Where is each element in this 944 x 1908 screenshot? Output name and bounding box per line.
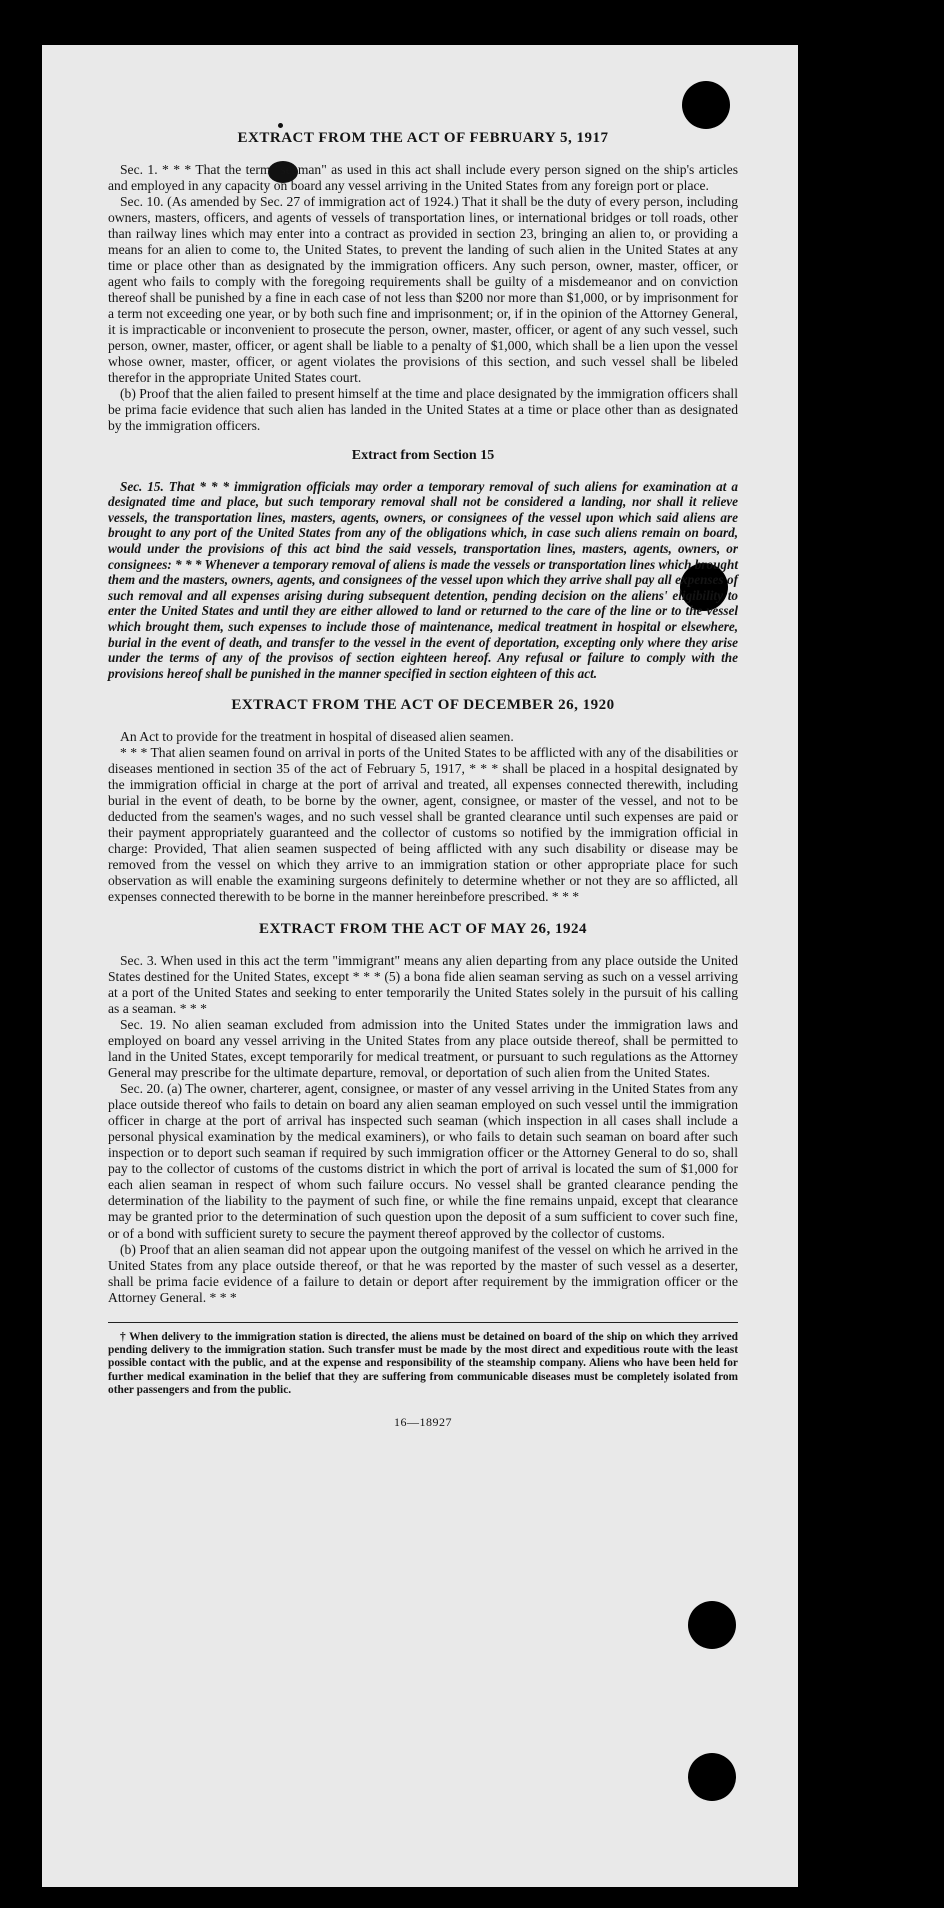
paragraph-1924-sec-19: Sec. 19. No alien seaman excluded from admission into the United States under the immigration laws and employed on board any vessel arriving in the United States from any place outside thereof, shall be permitted to land in the United States, except temporarily for medical treatment, or pursuant to such regulations as the Attorney General may prescribe for the ultimate departure, removal, or deportation of such alien from the United States.: [108, 1017, 738, 1081]
footnote-divider: [108, 1322, 738, 1323]
heading-act-1924: EXTRACT FROM THE ACT OF MAY 26, 1924: [258, 921, 588, 938]
paragraph-1920-body: * * * That alien seamen found on arrival in ports of the United States to be afflicted with any of the disabilities or diseases mentioned in section 35 of the act of February 5, 1917, * * * shall be placed in a hospital designated by the immigration official in charge at the port of arrival and treated, all expenses connected therewith, including burial in the event of death, to be borne by the owner, agent, consignee, or master of the vessel, and not to be deducted from the seamen's wages, and no such vessel shall be granted clearance until such expenses are paid or their payment appropriately guaranteed and the collector of customs so notified by the immigration official in charge: Provided, That alien seamen suspected of being afflicted with any such disability or disease may be removed from the vessel on which they arrive to an immigration station or other appropriate place for such observation as will enable the examining surgeons definitely to determine whether or not they are so afflicted, all expenses connected therewith to be borne in the manner hereinbefore prescribed. * * *: [108, 744, 738, 905]
heading-act-1917: EXTRACT FROM THE ACT OF FEBRUARY 5, 1917: [237, 130, 609, 146]
paragraph-proof-b: (b) Proof that the alien failed to present himself at the time and place designated by the immigration officers shall be prima facie evidence that such alien has landed in the United States at a time or place other than as designated by the immigration officers.: [108, 386, 738, 434]
paragraph-1920-intro: An Act to provide for the treatment in hospital of diseased alien seamen.: [120, 728, 514, 744]
heading-act-1920: EXTRACT FROM THE ACT OF DECEMBER 26, 1920: [231, 697, 615, 714]
footnote: † When delivery to the immigration station is directed, the aliens must be detained on board of the ship on which they arrived pending delivery to the immigration station. Such transfer must be made by the most direct and expeditious route with the least possible contact with the public, and at the expense and responsibility of the steamship company. Aliens who have been held for further medical examination in the belief that they are suffering from communicable diseases must be completely isolated from other passengers and from the public.: [108, 1330, 738, 1397]
document-text: [108, 130, 738, 1430]
paragraph-sec-15: Sec. 15. That * * * immigration officials may order a temporary removal of such aliens for examination at a designated time and place, but such temporary removal shall not be considered a landing, nor shall it relieve vessels, the transportation lines, masters, agents, owners, or consignees of the vessel upon which said aliens are brought to any port of the United States from any of the obligations which, in case such aliens remain on board, would under the provisions of this act bind the said vessels, transportation lines, masters, agents, owners, or consignees: * * * Whenever a temporary removal of aliens is made the vessels or transportation lines which brought them and the masters, owners, agents, and consignees of the vessel upon which they arrive shall pay all expenses of such removal and all expenses arising during subsequent detention, pending decision on the aliens' eligibility to enter the United States and until they are either allowed to land or returned to the care of the line or to the vessel which brought them, such expenses to include those of maintenance, medical treatment in hospital or elsewhere, burial in the event of death, and transfer to the vessel in the event of deportation, excepting only where they arise under the terms of any of the provisos of section eighteen hereof. Any refusal or failure to comply with the provisions hereof shall be punished in the manner specified in section eighteen of this act.: [108, 478, 738, 681]
paragraph-sec-10: Sec. 10. (As amended by Sec. 27 of immigration act of 1924.) That it shall be the duty of every person, including owners, masters, officers, and agents of vessels of transportation lines, or international bridges or toll roads, other than railway lines which may enter into a contract as provided in section 23, bringing an alien to, or providing a means for an alien to come to, the United States, to prevent the landing of such alien in the United States at any time or place other than as designated by the immigration officers. Any such person, owner, master, officer, or agent who fails to comply with the foregoing requirements shall be guilty of a misdemeanor and on conviction thereof shall be punished by a fine in each case of not less than $200 nor more than $1,000, or by imprisonment for a term not exceeding one year, or by both such fine and imprisonment; or, if in the opinion of the Attorney General, it is impracticable or inconvenient to prosecute the person, owner, master, officer, or agent of any such vessel, such person, owner, master, officer, or agent shall be liable to a penalty of $1,000, which shall be a lien upon the vessel whose owner, master, officer, or agent violates the provisions of this section, and such vessel shall be libeled therefor in the appropriate United States court.: [108, 193, 738, 386]
punch-hole-bottom: [688, 1753, 736, 1801]
heading-section-15: Extract from Section 15: [351, 448, 495, 464]
paragraph-sec-1: Sec. 1. * * * That the term "seaman" as used in this act shall include every person signed on the ship's articles and employed in any capacity on board any vessel arriving in the United States from any foreign port or place.: [108, 161, 738, 193]
punch-hole-lower: [688, 1601, 736, 1649]
form-number: 16—18927: [394, 1415, 452, 1430]
paragraph-1924-proof-b: (b) Proof that an alien seaman did not appear upon the outgoing manifest of the vessel on which he arrived in the United States from any place outside thereof, or that he was reported by the master of such vessel as a deserter, shall be prima facie evidence of a failure to detain or deport after requirement by the immigration officer or the Attorney General. * * *: [108, 1241, 738, 1305]
ink-speck: [278, 123, 283, 128]
punch-hole-top: [682, 81, 730, 129]
paragraph-1924-sec-3: Sec. 3. When used in this act the term "immigrant" means any alien departing from any place outside the United States destined for the United States, except * * * (5) a bona fide alien seaman serving as such on a vessel arriving at a port of the United States and seeking to enter temporarily the United States solely in the pursuit of his calling as a seaman. * * *: [108, 952, 738, 1017]
paragraph-1924-sec-20: Sec. 20. (a) The owner, charterer, agent, consignee, or master of any vessel arriving in the United States from any place outside thereof who fails to detain on board any alien seaman employed on such vessel until the immigration officer in charge at the port of arrival has inspected such seaman (which inspection in all cases shall include a personal physical examination by the medical examiners), or who fails to detain such seaman on board after such inspection or to deport such seaman if required by such immigration officer or the Attorney General to do so, shall pay to the collector of customs of the customs district in which the port of arrival is located the sum of $1,000 for each alien seaman in respect of whom such failure occurs. No vessel shall be granted clearance pending the determination of the liability to the payment of such fine, or while the fine remains unpaid, except that clearance may be granted prior to the determination of such question upon the deposit of a sum sufficient to cover such fine, or of a bond with sufficient surety to secure the payment thereof approved by the collector of customs.: [108, 1081, 738, 1241]
